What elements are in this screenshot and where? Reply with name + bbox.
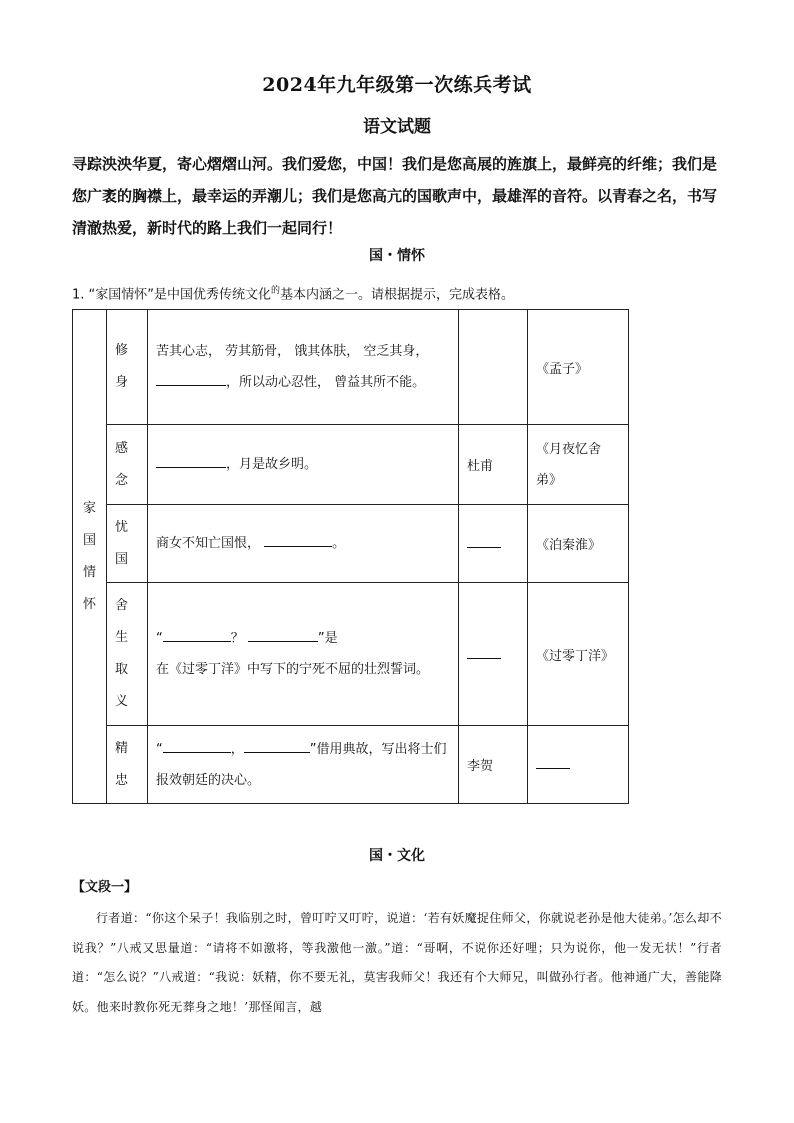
vertical-char: 国 [115,551,129,567]
group-label [81,493,98,621]
question-1-superscript: 的 [271,286,281,296]
vertical-char: 念 [115,472,129,488]
category-label [115,733,139,797]
author-blank[interactable] [467,535,501,548]
vertical-char: 义 [115,694,129,709]
table-row [73,425,629,505]
category-cell [107,425,148,505]
category-cell [107,583,148,726]
source-cell: 《泊秦淮》 [528,505,629,583]
content-cell: 苦其心志， 劳其筋骨， 饿其体肤， 空乏其身，，所以动心忍性， 曾益其所不能。 [148,310,459,425]
source-cell: 《月夜忆舍弟》 [528,425,629,505]
table-row [73,310,629,425]
source-blank[interactable] [536,756,570,769]
family-country-table [72,309,629,804]
intro-paragraph: 寻踪泱泱华夏，寄心熠熠山河。我们爱您，中国！我们是您高展的旌旗上，最鲜亮的纤维；我们是您广袤的胸襟上，最幸运的弄潮儿；我们是您高亢的国歌声中，最雄浑的音符。以青春之名，书写清澈热爱，新时代的路上我们一起同行！ [72,155,718,237]
vertical-char: 精 [115,740,129,756]
author-cell [459,505,528,583]
content-cell: “ ？ ”是 在《过零丁洋》中写下的宁死不屈的壮烈誓词。 [148,583,459,726]
vertical-char: 国 [82,532,96,548]
table-row [73,583,629,726]
group-label-cell [73,310,107,804]
answer-blank[interactable] [244,740,310,753]
author-cell [459,583,528,726]
category-cell [107,726,148,804]
vertical-char: 忧 [115,519,129,535]
exam-title: 2024年九年级第一次练兵考试 [262,74,532,96]
vertical-char: 怀 [82,596,96,612]
category-label [115,433,139,497]
answer-blank[interactable] [156,373,226,386]
vertical-char: 忠 [115,772,129,788]
vertical-char: 修 [115,343,129,358]
author-cell: 杜甫 [459,425,528,505]
question-1-text-a: 1. “家国情怀”是中国优秀传统文化 [72,287,272,303]
section-heading-emotion: 国・情怀 [369,248,425,264]
author-blank[interactable] [467,646,501,659]
content-cell: ，月是故乡明。 [148,425,459,505]
answer-blank[interactable] [163,740,231,753]
exam-subtitle: 语文试题 [363,117,431,137]
vertical-char: 取 [115,662,129,677]
vertical-char: 家 [82,500,96,516]
content-cell: 商女不知亡国恨， 。 [148,505,459,583]
answer-blank[interactable] [248,629,318,642]
vertical-char: 生 [115,630,129,645]
passage-text: 行者道：“你这个呆子！我临别之时，曾叮咛又叮咛，说道：‘若有妖魔捉住师父，你就说老孙是他大徒弟。’怎么却不说我？”八戒又思量道：“请将不如激将，等我激他一激。”道：“哥啊，不说你还好哩；只为说你，他一发无状！”行者道：“怎么说？”八戒道：“我说：妖精，你不要无礼，莫害我师父！我还有个大师兄，叫做孙行者。他神通广大，善能降妖。他来时教你死无葬身之地！’那怪闻言，越 [72,911,722,1014]
source-cell: 《过零丁洋》 [528,583,629,726]
question-1-prompt [72,283,732,302]
vertical-char: 情 [82,564,96,580]
category-label [115,335,139,399]
answer-blank[interactable] [163,629,231,642]
passage-label: 【文段一】 [72,880,138,895]
category-cell [107,505,148,583]
content-cell: “ ， ”借用典故，写出将士们报效朝廷的决心。 [148,726,459,804]
category-cell [107,310,148,425]
category-label [115,590,139,718]
section-heading-culture: 国・文化 [369,848,425,864]
answer-blank[interactable] [156,455,226,468]
vertical-char: 感 [115,440,129,456]
category-label [115,512,139,576]
vertical-char: 身 [115,375,129,390]
author-cell: 李贺 [459,726,528,804]
source-cell: 《孟子》 [528,310,629,425]
question-1-text-b: 基本内涵之一。请根据提示，完成表格。 [280,287,515,303]
table-row [73,505,629,583]
table-row [73,726,629,804]
answer-blank[interactable] [264,534,332,547]
source-cell [528,726,629,804]
vertical-char: 舍 [115,598,129,613]
author-cell [459,310,528,425]
